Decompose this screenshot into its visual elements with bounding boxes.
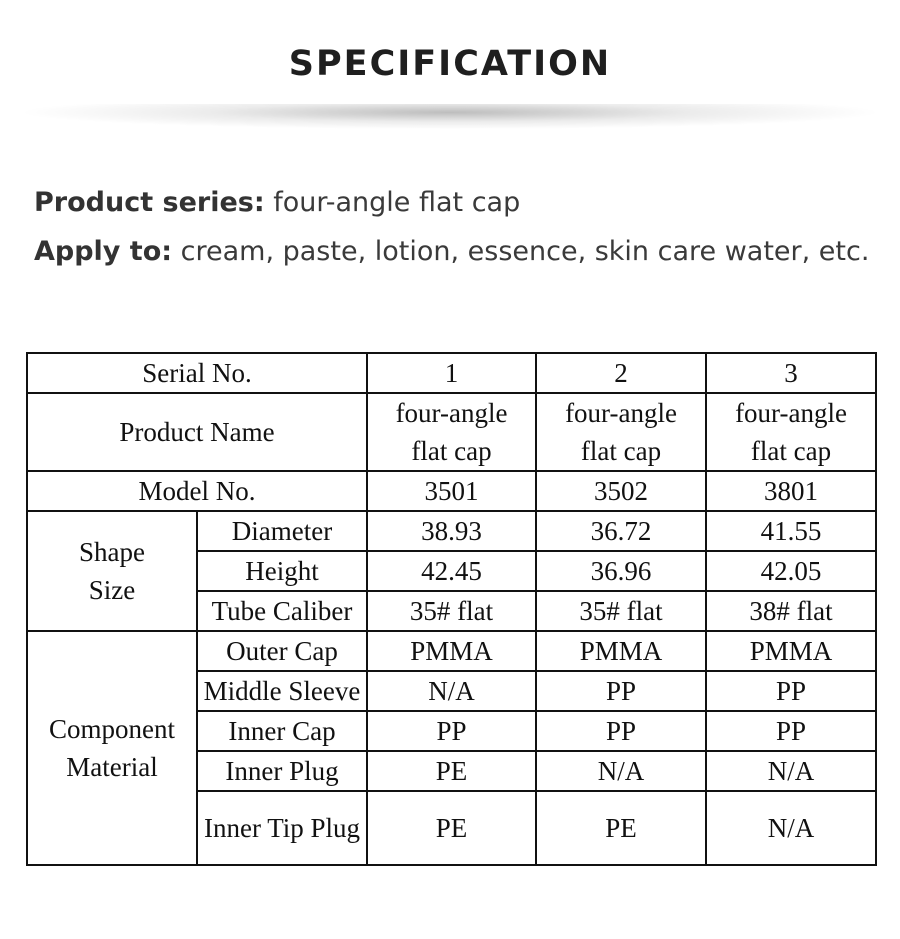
- value-cell: PMMA: [536, 631, 706, 671]
- serial-cell: 1: [367, 353, 536, 393]
- table-row: [27, 471, 876, 511]
- group-label-line: Material: [66, 752, 158, 782]
- row-label-inner-cap: Inner Cap: [197, 711, 367, 751]
- value-cell: PP: [706, 671, 876, 711]
- row-label-diameter: Diameter: [197, 511, 367, 551]
- component-material-group-label: [27, 631, 197, 865]
- row-label-middle-sleeve: Middle Sleeve: [197, 671, 367, 711]
- product-series-line: [34, 178, 879, 227]
- product-name-cell: [367, 393, 536, 471]
- value-cell: 42.05: [706, 551, 876, 591]
- value-cell: 38# flat: [706, 591, 876, 631]
- value-cell: 38.93: [367, 511, 536, 551]
- value-cell: 41.55: [706, 511, 876, 551]
- product-name-line: flat cap: [580, 436, 662, 466]
- value-cell: PE: [367, 791, 536, 865]
- product-name-cell: [706, 393, 876, 471]
- table-row: [27, 511, 876, 551]
- value-cell: PP: [536, 671, 706, 711]
- value-cell: PP: [536, 711, 706, 751]
- page-title: SPECIFICATION: [288, 44, 612, 84]
- value-cell: 35# flat: [367, 591, 536, 631]
- value-cell: PE: [536, 791, 706, 865]
- table-row: [27, 393, 876, 471]
- product-name-line: flat cap: [750, 436, 832, 466]
- value-cell: N/A: [706, 751, 876, 791]
- group-label-line: Shape: [79, 537, 145, 567]
- value-cell: 42.45: [367, 551, 536, 591]
- product-name-line: four-angle: [735, 398, 847, 428]
- value-cell: PMMA: [367, 631, 536, 671]
- shape-size-group-label: [27, 511, 197, 631]
- table-row: [27, 631, 876, 671]
- value-cell: N/A: [706, 791, 876, 865]
- product-name-line: flat cap: [411, 436, 492, 466]
- row-label-tube-caliber: Tube Caliber: [197, 591, 367, 631]
- product-series-label: Product series:: [34, 187, 265, 218]
- apply-to-value: cream, paste, lotion, essence, skin care water, etc.: [172, 236, 870, 267]
- serial-cell: 3: [706, 353, 876, 393]
- title-divider-shadow: [20, 104, 880, 132]
- product-name-label: Product Name: [27, 393, 367, 471]
- model-cell: 3502: [536, 471, 706, 511]
- group-label-line: Component: [49, 714, 175, 744]
- group-label-line: Size: [88, 575, 136, 605]
- specification-table: [26, 352, 877, 866]
- product-series-value: four-angle flat cap: [264, 187, 521, 218]
- value-cell: 36.96: [536, 551, 706, 591]
- row-label-inner-tip-plug: Inner Tip Plug: [197, 791, 367, 865]
- serial-no-label: Serial No.: [27, 353, 367, 393]
- model-cell: 3801: [706, 471, 876, 511]
- product-name-line: four-angle: [565, 398, 677, 428]
- value-cell: 36.72: [536, 511, 706, 551]
- apply-to-line: [34, 227, 879, 276]
- value-cell: 35# flat: [536, 591, 706, 631]
- value-cell: PP: [706, 711, 876, 751]
- row-label-outer-cap: Outer Cap: [197, 631, 367, 671]
- product-intro: [34, 178, 879, 276]
- row-label-inner-plug: Inner Plug: [197, 751, 367, 791]
- value-cell: N/A: [367, 671, 536, 711]
- value-cell: PE: [367, 751, 536, 791]
- value-cell: PMMA: [706, 631, 876, 671]
- model-no-label: Model No.: [27, 471, 367, 511]
- apply-to-label: Apply to:: [34, 236, 173, 267]
- model-cell: 3501: [367, 471, 536, 511]
- table-row: [27, 353, 876, 393]
- value-cell: N/A: [536, 751, 706, 791]
- product-name-line: four-angle: [395, 398, 508, 428]
- serial-cell: 2: [536, 353, 706, 393]
- product-name-cell: [536, 393, 706, 471]
- value-cell: PP: [367, 711, 536, 751]
- row-label-height: Height: [197, 551, 367, 591]
